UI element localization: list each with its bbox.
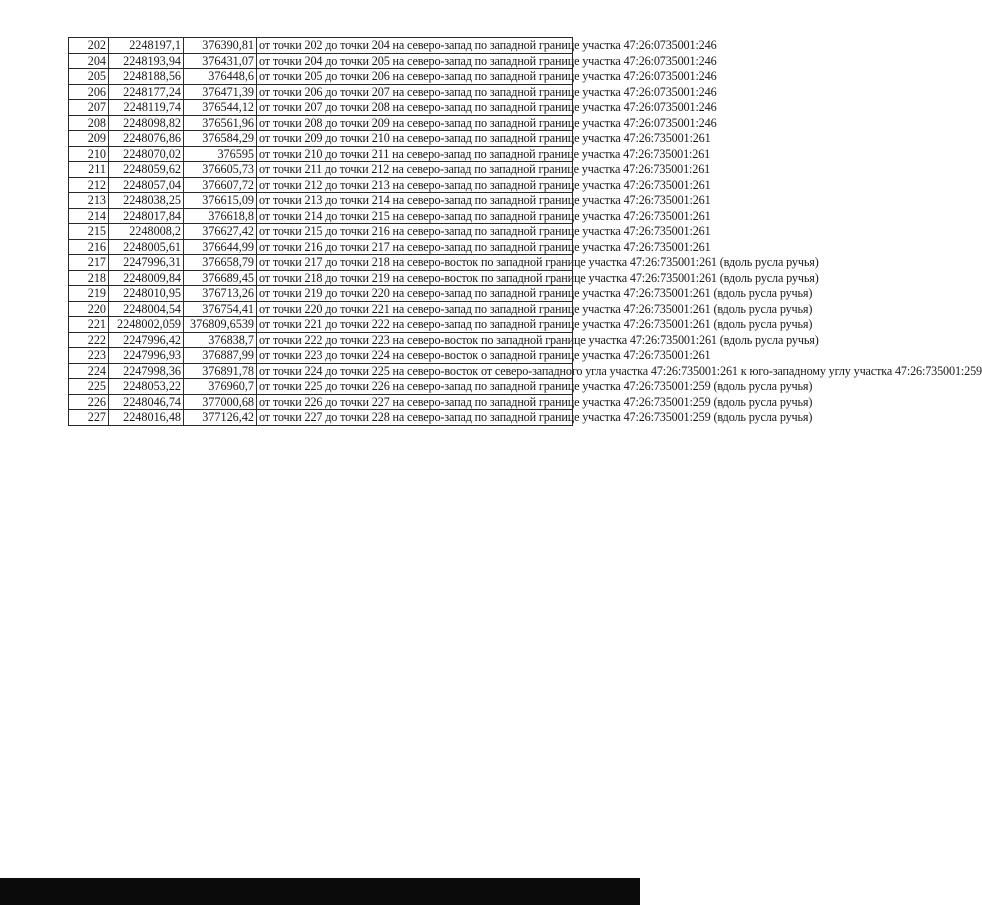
- x-coordinate-cell: 2247998,36: [109, 363, 184, 379]
- point-number-cell: 204: [69, 53, 109, 69]
- table-row: [69, 115, 573, 131]
- boundary-description-cell: от точки 220 до точки 221 на северо-запад по западной границе участка 47:26:735001:261 (вдоль русла ручья): [257, 301, 573, 317]
- y-coordinate-cell: 376615,09: [184, 193, 257, 209]
- x-coordinate-cell: 2248098,82: [109, 115, 184, 131]
- x-coordinate-cell: 2248197,1: [109, 38, 184, 54]
- boundary-description-cell: от точки 218 до точки 219 на северо-восток по западной границе участка 47:26:735001:261 (вдоль русла ручья): [257, 270, 573, 286]
- point-number-cell: 208: [69, 115, 109, 131]
- table-row: [69, 162, 573, 178]
- x-coordinate-cell: 2248002,059: [109, 317, 184, 333]
- y-coordinate-cell: 376544,12: [184, 100, 257, 116]
- x-coordinate-cell: 2248004,54: [109, 301, 184, 317]
- table-row: [69, 363, 573, 379]
- point-number-cell: 219: [69, 286, 109, 302]
- y-coordinate-cell: 376605,73: [184, 162, 257, 178]
- x-coordinate-cell: 2248119,74: [109, 100, 184, 116]
- boundary-description-cell: от точки 214 до точки 215 на северо-запад по западной границе участка 47:26:735001:261: [257, 208, 573, 224]
- point-number-cell: 227: [69, 410, 109, 426]
- point-number-cell: 212: [69, 177, 109, 193]
- y-coordinate-cell: 376471,39: [184, 84, 257, 100]
- point-number-cell: 214: [69, 208, 109, 224]
- point-number-cell: 207: [69, 100, 109, 116]
- y-coordinate-cell: 376960,7: [184, 379, 257, 395]
- table-row: [69, 286, 573, 302]
- table-row: [69, 146, 573, 162]
- x-coordinate-cell: 2248053,22: [109, 379, 184, 395]
- point-number-cell: 218: [69, 270, 109, 286]
- x-coordinate-cell: 2247996,31: [109, 255, 184, 271]
- point-number-cell: 211: [69, 162, 109, 178]
- boundary-description-cell: от точки 215 до точки 216 на северо-запад по западной границе участка 47:26:735001:261: [257, 224, 573, 240]
- table-row: [69, 317, 573, 333]
- boundary-description-cell: от точки 209 до точки 210 на северо-запад по западной границе участка 47:26:735001:261: [257, 131, 573, 147]
- table-row: [69, 301, 573, 317]
- x-coordinate-cell: 2248017,84: [109, 208, 184, 224]
- x-coordinate-cell: 2248005,61: [109, 239, 184, 255]
- x-coordinate-cell: 2248059,62: [109, 162, 184, 178]
- y-coordinate-cell: 376627,42: [184, 224, 257, 240]
- point-number-cell: 206: [69, 84, 109, 100]
- x-coordinate-cell: 2248188,56: [109, 69, 184, 85]
- y-coordinate-cell: 376618,8: [184, 208, 257, 224]
- table-row: [69, 84, 573, 100]
- table-row: [69, 69, 573, 85]
- y-coordinate-cell: 376891,78: [184, 363, 257, 379]
- boundary-description-cell: от точки 208 до точки 209 на северо-запад по западной границе участка 47:26:0735001:246: [257, 115, 573, 131]
- x-coordinate-cell: 2248046,74: [109, 394, 184, 410]
- point-number-cell: 209: [69, 131, 109, 147]
- x-coordinate-cell: 2247996,42: [109, 332, 184, 348]
- x-coordinate-cell: 2248057,04: [109, 177, 184, 193]
- point-number-cell: 210: [69, 146, 109, 162]
- x-coordinate-cell: 2248010,95: [109, 286, 184, 302]
- y-coordinate-cell: 376809,6539: [184, 317, 257, 333]
- y-coordinate-cell: 376887,99: [184, 348, 257, 364]
- boundary-description-cell: от точки 225 до точки 226 на северо-запад по западной границе участка 47:26:735001:259 (вдоль русла ручья): [257, 379, 573, 395]
- y-coordinate-cell: 376584,29: [184, 131, 257, 147]
- point-number-cell: 224: [69, 363, 109, 379]
- table-row: [69, 131, 573, 147]
- table-row: [69, 224, 573, 240]
- table-row: [69, 255, 573, 271]
- point-number-cell: 221: [69, 317, 109, 333]
- boundary-description-cell: от точки 223 до точки 224 на северо-восток о западной границе участка 47:26:735001:261: [257, 348, 573, 364]
- boundary-description-cell: от точки 204 до точки 205 на северо-запад по западной границе участка 47:26:0735001:246: [257, 53, 573, 69]
- table-row: [69, 38, 573, 54]
- point-number-cell: 220: [69, 301, 109, 317]
- y-coordinate-cell: 377000,68: [184, 394, 257, 410]
- point-number-cell: 223: [69, 348, 109, 364]
- y-coordinate-cell: 376713,26: [184, 286, 257, 302]
- table-row: [69, 193, 573, 209]
- y-coordinate-cell: 376390,81: [184, 38, 257, 54]
- point-number-cell: 215: [69, 224, 109, 240]
- table-row: [69, 332, 573, 348]
- x-coordinate-cell: 2248008,2: [109, 224, 184, 240]
- table-row: [69, 270, 573, 286]
- scan-bottom-edge: [0, 878, 640, 905]
- table-row: [69, 348, 573, 364]
- point-number-cell: 226: [69, 394, 109, 410]
- point-number-cell: 222: [69, 332, 109, 348]
- table-row: [69, 100, 573, 116]
- boundary-description-cell: от точки 206 до точки 207 на северо-запад по западной границе участка 47:26:0735001:246: [257, 84, 573, 100]
- point-number-cell: 202: [69, 38, 109, 54]
- table-row: [69, 394, 573, 410]
- boundary-description-cell: от точки 211 до точки 212 на северо-запад по западной границе участка 47:26:735001:261: [257, 162, 573, 178]
- table-row: [69, 208, 573, 224]
- boundary-description-cell: от точки 210 до точки 211 на северо-запад по западной границе участка 47:26:735001:261: [257, 146, 573, 162]
- table-row: [69, 177, 573, 193]
- boundary-description-cell: от точки 216 до точки 217 на северо-запад по западной границе участка 47:26:735001:261: [257, 239, 573, 255]
- point-number-cell: 216: [69, 239, 109, 255]
- y-coordinate-cell: 376431,07: [184, 53, 257, 69]
- y-coordinate-cell: 376658,79: [184, 255, 257, 271]
- x-coordinate-cell: 2247996,93: [109, 348, 184, 364]
- y-coordinate-cell: 376754,41: [184, 301, 257, 317]
- table-row: [69, 53, 573, 69]
- boundary-description-cell: от точки 202 до точки 204 на северо-запад по западной границе участка 47:26:0735001:246: [257, 38, 573, 54]
- coordinates-table: [68, 37, 982, 426]
- point-number-cell: 225: [69, 379, 109, 395]
- boundary-description-cell: от точки 227 до точки 228 на северо-запад по западной границе участка 47:26:735001:259 (вдоль русла ручья): [257, 410, 573, 426]
- boundary-description-cell: от точки 213 до точки 214 на северо-запад по западной границе участка 47:26:735001:261: [257, 193, 573, 209]
- x-coordinate-cell: 2248070,02: [109, 146, 184, 162]
- x-coordinate-cell: 2248038,25: [109, 193, 184, 209]
- boundary-description-cell: от точки 224 до точки 225 на северо-восток от северо-западного угла участка 47:26:735001:261 к юго-западному углу участка 47:26:735001:259: [257, 363, 573, 379]
- point-number-cell: 213: [69, 193, 109, 209]
- x-coordinate-cell: 2248009,84: [109, 270, 184, 286]
- boundary-description-cell: от точки 226 до точки 227 на северо-запад по западной границе участка 47:26:735001:259 (вдоль русла ручья): [257, 394, 573, 410]
- boundary-description-cell: от точки 221 до точки 222 на северо-запад по западной границе участка 47:26:735001:261 (вдоль русла ручья): [257, 317, 573, 333]
- boundary-description-cell: от точки 217 до точки 218 на северо-восток по западной границе участка 47:26:735001:261 (вдоль русла ручья): [257, 255, 573, 271]
- x-coordinate-cell: 2248193,94: [109, 53, 184, 69]
- x-coordinate-cell: 2248076,86: [109, 131, 184, 147]
- x-coordinate-cell: 2248016,48: [109, 410, 184, 426]
- boundary-description-cell: от точки 219 до точки 220 на северо-запад по западной границе участка 47:26:735001:261 (вдоль русла ручья): [257, 286, 573, 302]
- boundary-description-cell: от точки 205 до точки 206 на северо-запад по западной границе участка 47:26:0735001:246: [257, 69, 573, 85]
- y-coordinate-cell: 376561,96: [184, 115, 257, 131]
- y-coordinate-cell: 376448,6: [184, 69, 257, 85]
- point-number-cell: 205: [69, 69, 109, 85]
- y-coordinate-cell: 376595: [184, 146, 257, 162]
- boundary-description-cell: от точки 222 до точки 223 на северо-восток по западной границе участка 47:26:735001:261 (вдоль русла ручья): [257, 332, 573, 348]
- coordinates-table-body: [69, 38, 982, 426]
- y-coordinate-cell: 376644,99: [184, 239, 257, 255]
- point-number-cell: 217: [69, 255, 109, 271]
- boundary-description-cell: от точки 212 до точки 213 на северо-запад по западной границе участка 47:26:735001:261: [257, 177, 573, 193]
- y-coordinate-cell: 377126,42: [184, 410, 257, 426]
- y-coordinate-cell: 376689,45: [184, 270, 257, 286]
- y-coordinate-cell: 376838,7: [184, 332, 257, 348]
- boundary-description-cell: от точки 207 до точки 208 на северо-запад по западной границе участка 47:26:0735001:246: [257, 100, 573, 116]
- table-row: [69, 239, 573, 255]
- x-coordinate-cell: 2248177,24: [109, 84, 184, 100]
- table-row: [69, 379, 573, 395]
- y-coordinate-cell: 376607,72: [184, 177, 257, 193]
- table-row: [69, 410, 573, 426]
